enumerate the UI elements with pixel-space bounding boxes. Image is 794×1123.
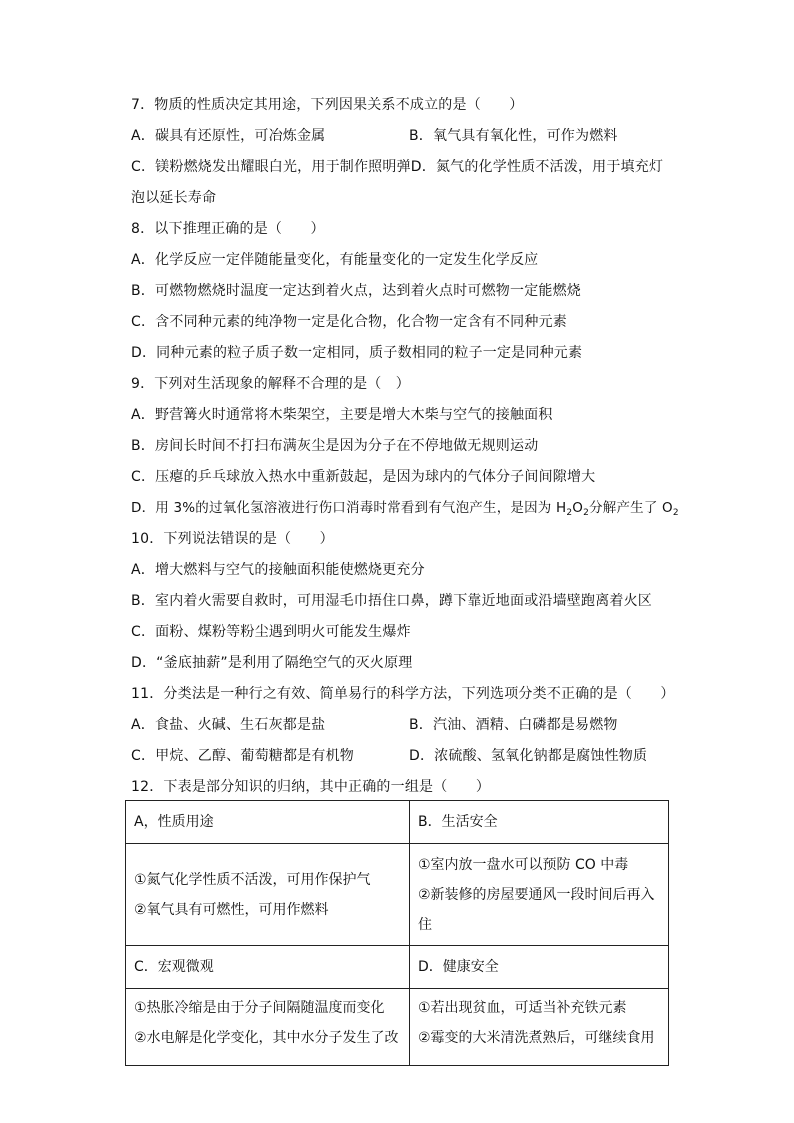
q8-option-b: B．可燃物燃烧时温度一定达到着火点，达到着火点时可燃物一定能燃烧 (131, 283, 582, 299)
q9-option-d-text: 分解产生了 O (589, 500, 673, 516)
subscript: 2 (583, 508, 590, 518)
q10-stem: 10．下列说法错误的是（ ） (131, 531, 334, 547)
table-cell-d-header: D．健康安全 (410, 946, 669, 989)
table-row (126, 801, 669, 844)
subscript: 2 (566, 508, 573, 518)
table-line: ①热胀冷缩是由于分子间隔随温度而变化 (134, 1000, 385, 1016)
q8-option-a: A．化学反应一定伴随能量变化，有能量变化的一定发生化学反应 (131, 252, 539, 268)
q9-option-b: B．房间长时间不打扫布满灰尘是因为分子在不停地做无规则运动 (131, 438, 539, 454)
table-line: ②新装修的房屋要通风一段时间后再入 (418, 886, 655, 903)
q11-option-c: C．甲烷、乙醇、葡萄糖都是有机物 (131, 748, 354, 764)
q10-option-d: D．“釜底抽薪”是利用了隔绝空气的灭火原理 (131, 655, 413, 671)
q11-option-b: B．汽油、酒精、白磷都是易燃物 (409, 717, 618, 733)
table-line: 住 (418, 916, 432, 933)
q9-option-d-text: D．用 3%的过氧化氢溶液进行伤口消毒时常看到有气泡产生，是因为 H (131, 500, 567, 516)
table-cell-c-body (126, 989, 410, 1066)
table-row (126, 844, 669, 946)
table-cell-c-header: C．宏观微观 (126, 946, 410, 989)
table-cell-b-body (410, 844, 669, 946)
q9-option-a: A．野营篝火时通常将木柴架空，主要是增大木柴与空气的接触面积 (131, 407, 553, 423)
table-cell-d-body (410, 989, 669, 1066)
q8-stem: 8．以下推理正确的是（ ） (131, 221, 325, 237)
table-row (126, 989, 669, 1066)
q9-stem: 9．下列对生活现象的解释不合理的是（ ） (131, 376, 410, 392)
q8-option-d: D．同种元素的粒子质子数一定相同，质子数相同的粒子一定是同种元素 (131, 345, 583, 361)
knowledge-table (125, 800, 669, 1066)
q11-stem: 11．分类法是一种行之有效、简单易行的科学方法，下列选项分类不正确的是（ ） (131, 686, 675, 702)
q7-option-a: A．碳具有还原性，可冶炼金属 (131, 128, 326, 144)
q10-option-a: A．增大燃料与空气的接触面积能使燃烧更充分 (131, 562, 425, 578)
q9-option-c: C．压瘪的乒乓球放入热水中重新鼓起，是因为球内的气体分子间间隙增大 (131, 469, 596, 485)
q7-option-b: B．氧气具有氧化性，可作为燃料 (409, 128, 618, 144)
q11-option-a: A．食盐、火碱、生石灰都是盐 (131, 717, 326, 733)
q7-option-c-d: C．镁粉燃烧发出耀眼白光，用于制作照明弹D．氮气的化学性质不活泼，用于填充灯 (131, 159, 664, 175)
q7-stem: 7．物质的性质决定其用途，下列因果关系不成立的是（ ） (131, 97, 524, 113)
table-line: ①若出现贫血，可适当补充铁元素 (418, 1000, 627, 1016)
q12-stem: 12．下表是部分知识的归纳，其中正确的一组是（ ） (131, 779, 491, 795)
table-line: ②霉变的大米清洗煮熟后，可继续食用 (418, 1030, 655, 1046)
q7-option-d-continued: 泡以延长寿命 (131, 190, 217, 206)
subscript: 2 (672, 508, 679, 518)
table-cell-a-body (126, 844, 410, 946)
q10-option-b: B．室内着火需要自救时，可用湿毛巾捂住口鼻，蹲下靠近地面或沿墙壁跑离着火区 (131, 593, 653, 609)
q8-option-c: C．含不同种元素的纯净物一定是化合物，化合物一定含有不同种元素 (131, 314, 567, 330)
table-line: ②氧气具有可燃性，可用作燃料 (134, 901, 329, 918)
table-line: ①氮气化学性质不活泼，可用作保护气 (134, 871, 371, 888)
table-cell-b-header: B．生活安全 (410, 801, 669, 844)
q10-option-c: C．面粉、煤粉等粉尘遇到明火可能发生爆炸 (131, 624, 411, 640)
table-line: ②水电解是化学变化，其中水分子发生了改 (134, 1030, 399, 1046)
q9-option-d-text: O (572, 500, 584, 516)
q11-option-d: D．浓硫酸、氢氧化钠都是腐蚀性物质 (409, 748, 648, 764)
table-row (126, 946, 669, 989)
table-cell-a-header: A，性质用途 (126, 801, 410, 844)
table-line: ①室内放一盘水可以预防 CO 中毒 (418, 856, 629, 873)
q9-option-d (131, 498, 679, 523)
